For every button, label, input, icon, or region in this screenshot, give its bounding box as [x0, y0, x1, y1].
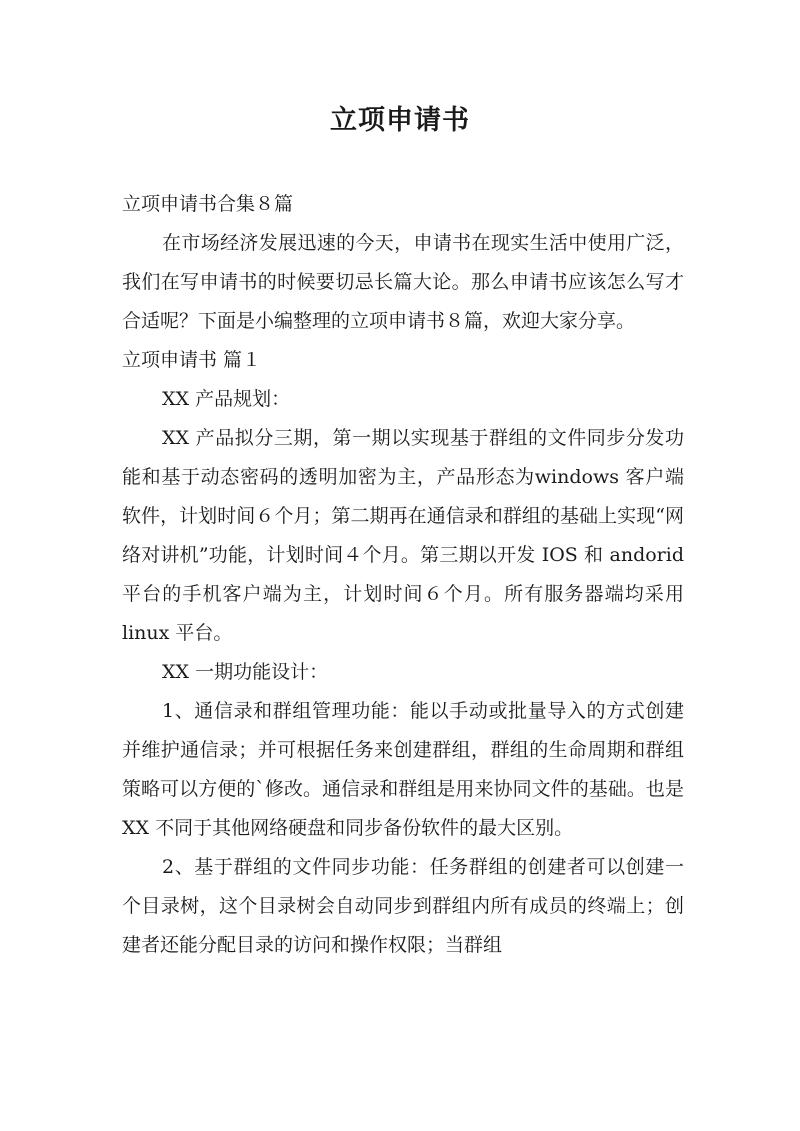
document-body — [122, 185, 684, 965]
page-title: 立项申请书 — [330, 105, 470, 136]
paragraph: 2、基于群组的文件同步功能：任务群组的创建者可以创建一个目录树，这个目录树会自动同步到群组内所有成员的终端上；创建者还能分配目录的访问和操作权限；当群组 — [122, 856, 684, 956]
section-heading: 立项申请书 篇１ — [122, 349, 262, 371]
paragraph: 在市场经济发展迅速的今天，申请书在现实生活中使用广泛，我们在写申请书的时候要切忌长篇大论。那么申请书应该怎么写才合适呢？下面是小编整理的立项申请书８篇，欢迎大家分享。 — [122, 232, 684, 332]
paragraph: XX 产品拟分三期，第一期以实现基于群组的文件同步分发功能和基于动态密码的透明加密为主，产品形态为windows 客户端软件，计划时间６个月；第二期再在通信录和群组的基础上实现“网络对讲机”功能，计划时间４个月。第三期以开发 IOS 和 andorid 平台的手机客户端为主，计划时间６个月。所有服务器端均采用 linux 平台。 — [122, 427, 684, 644]
paragraph: 立项申请书合集８篇 — [122, 193, 294, 215]
paragraph: 1、通信录和群组管理功能：能以手动或批量导入的方式创建并维护通信录；并可根据任务来创建群组，群组的生命周期和群组策略可以方便的`修改。通信录和群组是用来协同文件的基础。也是 XX 不同于其他网络硬盘和同步备份软件的最大区别。 — [122, 700, 684, 839]
paragraph: XX 一期功能设计： — [162, 661, 329, 683]
paragraph: XX 产品规划： — [162, 388, 291, 410]
